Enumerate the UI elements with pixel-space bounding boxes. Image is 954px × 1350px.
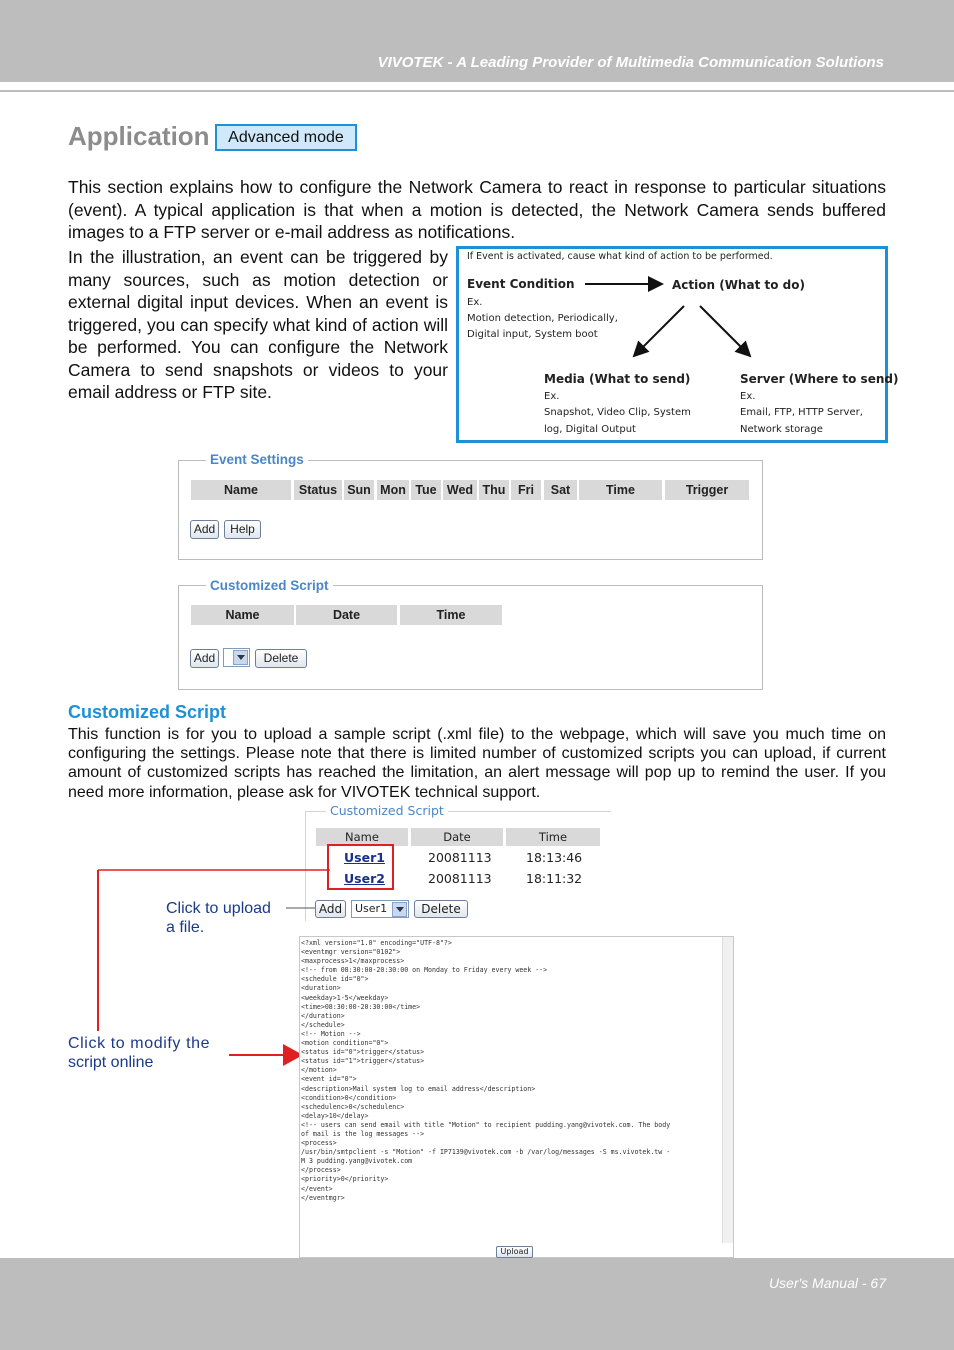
- server-ex: Ex.: [740, 391, 756, 402]
- column-header: Trigger: [665, 480, 749, 500]
- column-header: Time: [579, 480, 662, 500]
- column-header: Tue: [411, 480, 441, 500]
- server-examples-2: Network storage: [740, 424, 823, 435]
- add-event-button[interactable]: Add: [190, 520, 219, 539]
- upload-button[interactable]: Upload: [496, 1246, 533, 1258]
- upload-note-line1: Click to upload: [166, 900, 271, 917]
- server-label: Server (Where to send): [740, 372, 899, 386]
- media-examples-2: log, Digital Output: [544, 424, 636, 435]
- column-header: Wed: [443, 480, 477, 500]
- column-header: Date: [296, 605, 397, 625]
- illustration-paragraph: In the illustration, an event can be triggered by many sources, such as motion detection or external digital input devices. When an event is triggered, you can specify what kind of action will be performed. You can configure the Network Camera to send snapshots or videos to your email address or FTP site.: [68, 247, 448, 402]
- section-heading: Customized Script: [68, 702, 227, 722]
- column-header: Time: [400, 605, 502, 625]
- row-time: 18:13:46: [526, 850, 583, 865]
- customized-script-legend: Customized Script: [206, 578, 333, 593]
- column-header: Time: [506, 828, 600, 846]
- header-brand: VIVOTEK - A Leading Provider of Multimedia Communication Solutions: [377, 54, 884, 71]
- example-delete-button[interactable]: Delete: [414, 900, 468, 918]
- delete-script-button[interactable]: Delete: [255, 649, 307, 668]
- editor-scrollbar[interactable]: [722, 937, 733, 1243]
- upload-note-line2: a file.: [166, 919, 205, 936]
- example-panel-legend: Customized Script: [326, 803, 448, 818]
- upload-add-button[interactable]: Add: [315, 900, 346, 918]
- row-date: 20081113: [428, 871, 492, 886]
- column-header: Sat: [544, 480, 577, 500]
- column-header: Sun: [344, 480, 374, 500]
- event-settings-legend: Event Settings: [206, 452, 308, 467]
- media-ex: Ex.: [544, 391, 560, 402]
- user2-link[interactable]: User2: [344, 871, 385, 886]
- modify-note-line1: Click to modify the: [68, 1035, 211, 1052]
- column-header: Name: [191, 605, 294, 625]
- script-text[interactable]: <?xml version="1.0" encoding="UTF-8"?> <eventmgr version="0102"> <maxprocess>1</maxprocess> <!-- from 08:30:00-20:30:00 on Monday to Friday every week --> <schedule id="0"> <duration> <weekday>1-5</weekday> <time>08:30:00-20:30:00</time> </duration> </schedule> <!-- Motion --> <motion condition="0"> <status id="0">trigger</status> <status id="1">trigger</status> </motion> <event id="0"> <description>Mail system log to email address</description> <condition>0</condition> <schedulenc>0</schedulenc> <delay>10</delay> <!-- users can send email with title "Motion" to recipient pudding.yang@vivotek.com. The body of mail is the log messages --> <process> /usr/bin/smtpclient -s "Motion" -f IP7139@vivotek.com -b /var/log/messages -S ms.vivotek.tw - M 3 pudding.yang@vivotek.com </process> <priority>0</priority> </event> </eventmgr>: [301, 939, 671, 1202]
- add-script-button[interactable]: Add: [190, 649, 219, 668]
- page-title: Application: [68, 121, 210, 151]
- column-header: Mon: [377, 480, 409, 500]
- help-button[interactable]: Help: [224, 520, 261, 539]
- column-header: Fri: [511, 480, 541, 500]
- media-examples-1: Snapshot, Video Clip, System: [544, 407, 691, 418]
- section-paragraph: This function is for you to upload a sample script (.xml file) to the webpage, which will save you much time on configuring the settings. Please note that there is limited number of customized scripts you can upload, if current amount of customized scripts has reached the limitation, an alert message will pop up to remind the user. If you need more information, please ask for VIVOTEK technical support.: [68, 726, 886, 801]
- modify-note: [68, 1034, 230, 1072]
- server-examples-1: Email, FTP, HTTP Server,: [740, 407, 863, 418]
- row-date: 20081113: [428, 850, 492, 865]
- page-number: User's Manual - 67: [768, 1275, 886, 1291]
- user1-link[interactable]: User1: [344, 850, 385, 865]
- event-examples-2: Digital input, System boot: [467, 329, 598, 340]
- media-label: Media (What to send): [544, 372, 691, 386]
- event-condition-label: Event Condition: [467, 277, 575, 291]
- event-ex: Ex.: [467, 297, 483, 308]
- column-header: Status: [294, 480, 342, 500]
- intro-paragraph: This section explains how to configure the Network Camera to react in response to particular situations (event). A typical application is that when a motion is detected, the Network Camera sends buffered images to a FTP server or e-mail address as notifications.: [68, 177, 886, 242]
- upload-note: [166, 899, 286, 937]
- action-label: Action (What to do): [672, 278, 805, 292]
- event-examples-1: Motion detection, Periodically,: [467, 313, 618, 324]
- modify-note-line2: script online: [68, 1054, 154, 1071]
- selected-user: User1: [355, 902, 388, 915]
- column-header: Date: [411, 828, 503, 846]
- column-header: Name: [316, 828, 408, 846]
- row-time: 18:11:32: [526, 871, 583, 886]
- column-header: Name: [191, 480, 291, 500]
- footer-band: [0, 1258, 954, 1350]
- diagram-caption: If Event is activated, cause what kind of action to be performed.: [467, 251, 773, 262]
- script-editor[interactable]: [299, 936, 734, 1258]
- column-header: Thu: [479, 480, 509, 500]
- advanced-mode-badge: Advanced mode: [215, 124, 357, 151]
